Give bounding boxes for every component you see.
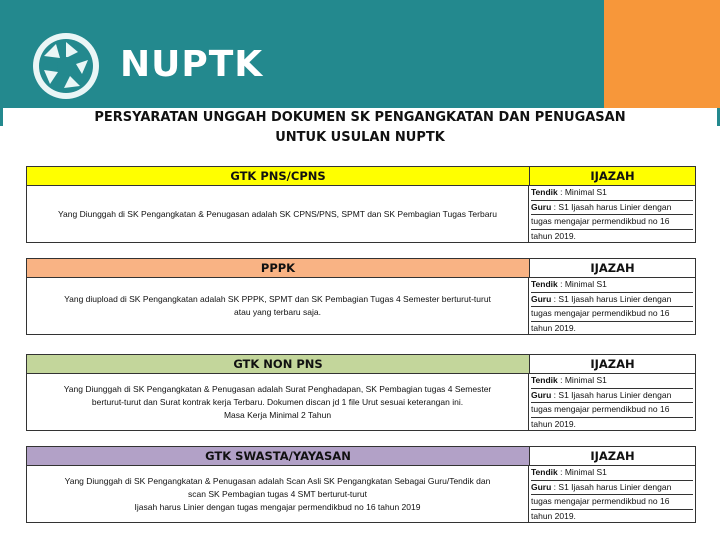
- requirement-header: IJAZAH: [590, 449, 635, 463]
- requirement-details: Tendik : Minimal S1 Guru : S1 Ijasah harus Linier dengan tugas mengajar permendikbud no 16 tahun 2019.: [529, 374, 695, 430]
- header-accent: [604, 0, 720, 108]
- title-line-2: UNTUK USULAN NUPTK: [275, 130, 445, 145]
- section-gtk-swasta: [26, 446, 696, 523]
- requirement-details: Tendik : Minimal S1 Guru : S1 Ijasah harus Linier dengan tugas mengajar permendikbud no 16 tahun 2019.: [529, 186, 695, 242]
- brand-title: NUPTK: [120, 44, 264, 85]
- section-gtk-non-pns: [26, 354, 696, 431]
- section-title: GTK SWASTA/YAYASAN: [27, 447, 530, 465]
- section-description: Yang Diunggah di SK Pengangkatan & Penugasan adalah SK CPNS/PNS, SPMT dan SK Pembagian Tugas Terbaru: [27, 186, 529, 242]
- title-line-1: PERSYARATAN UNGGAH DOKUMEN SK PENGANGKATAN DAN PENUGASAN: [94, 110, 626, 125]
- section-description: Yang Diunggah di SK Pengangkatan & Penugasan adalah Surat Penghadapan, SK Pembagian tugas 4 Semester berturut-turut dan Surat kontrak kerja Terbaru. Dokumen discan jd 1 file Urut sesuai keterangan ini. Masa Kerja Minimal 2 Tahun: [27, 374, 529, 430]
- section-description: Yang diupload di SK Pengangkatan adalah SK PPPK, SPMT dan SK Pembagian Tugas 4 Semester berturut-turut atau yang terbaru saja.: [27, 278, 529, 334]
- section-title: PPPK: [27, 259, 530, 277]
- section-title: GTK NON PNS: [27, 355, 530, 373]
- section-gtk-pns: [26, 166, 696, 243]
- requirement-header: IJAZAH: [590, 357, 635, 371]
- requirement-header: IJAZAH: [590, 261, 635, 275]
- camera-aperture-icon: [30, 30, 102, 102]
- requirement-details: Tendik : Minimal S1 Guru : S1 Ijasah harus Linier dengan tugas mengajar permendikbud no 16 tahun 2019.: [529, 278, 695, 334]
- section-description: Yang Diunggah di SK Pengangkatan & Penugasan adalah Scan Asli SK Pengangkatan Sebagai Guru/Tendik dan scan SK Pembagian tugas 4 SMT berturut-turut Ijasah harus Linier dengan tugas mengajar permendikbud no 16 tahun 2019: [27, 466, 529, 522]
- requirement-details: Tendik : Minimal S1 Guru : S1 Ijasah harus Linier dengan tugas mengajar permendikbud no 16 tahun 2019.: [529, 466, 695, 522]
- page-title: [0, 108, 720, 148]
- section-title: GTK PNS/CPNS: [27, 167, 530, 185]
- section-pppk: [26, 258, 696, 335]
- requirement-header: IJAZAH: [530, 167, 695, 185]
- header-banner: [0, 0, 720, 108]
